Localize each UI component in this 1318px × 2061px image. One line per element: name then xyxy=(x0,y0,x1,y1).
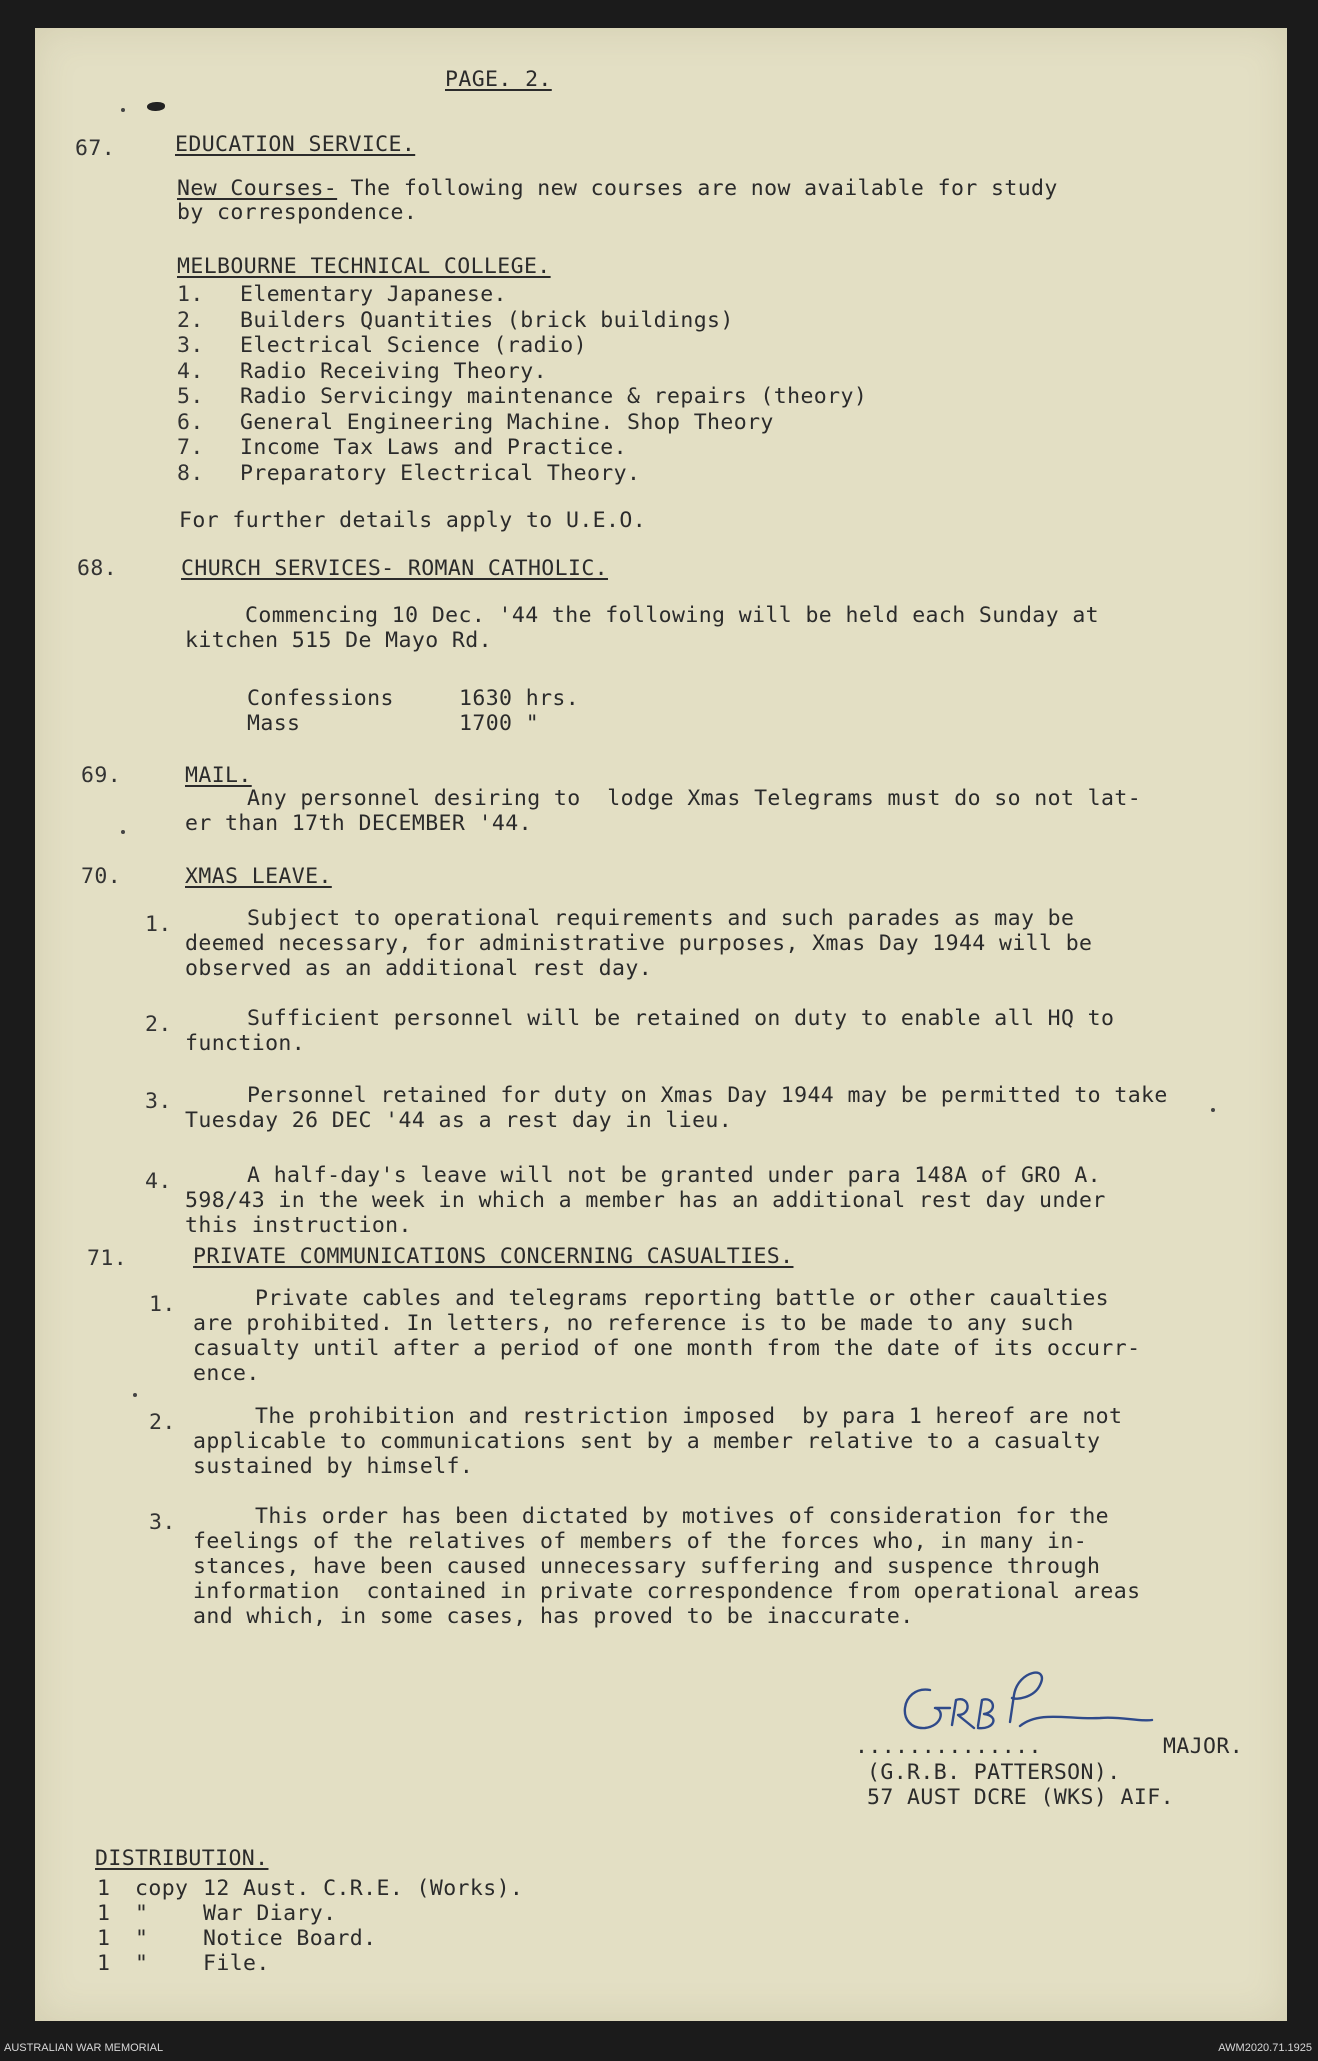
course-number: 5. xyxy=(177,384,204,409)
xmas-leave-item-line: Sufficient personnel will be retained on duty to enable all HQ to xyxy=(247,1006,1115,1031)
distribution-title: DISTRIBUTION. xyxy=(95,1846,269,1871)
casualty-item-line: sustained by himself. xyxy=(193,1454,474,1479)
casualty-item-line: applicable to communications sent by a member relative to a casualty xyxy=(193,1429,1101,1454)
paper-speck xyxy=(1211,1108,1215,1112)
section-67-further: For further details apply to U.E.O. xyxy=(179,508,647,533)
section-70-title: XMAS LEAVE. xyxy=(185,864,332,889)
distribution-count: 1 xyxy=(97,1901,111,1926)
distribution-count: 1 xyxy=(97,1926,111,1951)
distribution-recipient: 12 Aust. C.R.E. (Works). xyxy=(203,1876,524,1901)
section-67-title: EDUCATION SERVICE. xyxy=(175,132,416,157)
casualty-item-line: are prohibited. In letters, no reference is to be made to any such xyxy=(193,1311,1074,1336)
new-courses-label: New Courses- xyxy=(177,176,338,201)
section-71-title: PRIVATE COMMUNICATIONS CONCERNING CASUALTIES. xyxy=(193,1244,794,1269)
distribution-unit: copy xyxy=(135,1876,189,1901)
course-name: Income Tax Laws and Practice. xyxy=(240,435,627,460)
section-69-number: 69. xyxy=(81,763,122,788)
signatory-unit: 57 AUST DCRE (WKS) AIF. xyxy=(867,1785,1174,1810)
paper-speck xyxy=(121,830,125,834)
casualty-item-line: information contained in private correspondence from operational areas xyxy=(193,1579,1141,1604)
xmas-leave-item-number: 4. xyxy=(145,1169,172,1194)
distribution-recipient: Notice Board. xyxy=(203,1926,377,1951)
distribution-count: 1 xyxy=(97,1876,111,1901)
course-name: Electrical Science (radio) xyxy=(240,333,587,358)
course-number: 8. xyxy=(177,460,204,486)
xmas-leave-item-number: 2. xyxy=(145,1012,172,1037)
casualty-item-line: and which, in some cases, has proved to be inaccurate. xyxy=(193,1604,914,1629)
casualty-item-line: The prohibition and restriction imposed by para 1 hereof are not xyxy=(255,1404,1123,1429)
course-number: 3. xyxy=(177,333,204,358)
xmas-leave-item-number: 3. xyxy=(145,1089,172,1114)
xmas-leave-item-line: Personnel retained for duty on Xmas Day 1944 may be permitted to take xyxy=(247,1083,1168,1108)
signatory-name: (G.R.B. PATTERSON). xyxy=(867,1760,1121,1785)
casualty-item-line: stances, have been caused unnecessary suffering and suspence through xyxy=(193,1554,1101,1579)
xmas-leave-item-line: function. xyxy=(185,1031,306,1056)
page-header: PAGE. 2. xyxy=(445,67,552,92)
distribution-recipient: File. xyxy=(203,1951,270,1976)
course-name: Elementary Japanese. xyxy=(240,282,507,307)
casualty-item-line: feelings of the relatives of members of the forces who, in many in- xyxy=(193,1529,1088,1554)
course-name: General Engineering Machine. Shop Theory xyxy=(240,409,774,435)
ink-mark xyxy=(147,102,165,111)
casualty-item-line: ence. xyxy=(193,1361,260,1386)
section-67-number: 67. xyxy=(75,136,116,161)
casualty-item-line: Private cables and telegrams reporting battle or other caualties xyxy=(255,1286,1110,1311)
distribution-count: 1 xyxy=(97,1951,111,1976)
xmas-leave-item-line: Tuesday 26 DEC '44 as a rest day in lieu. xyxy=(185,1108,733,1133)
section-70-number: 70. xyxy=(81,864,122,889)
casualty-item-line: This order has been dictated by motives of consideration for the xyxy=(255,1504,1110,1529)
section-69-line2: er than 17th DECEMBER '44. xyxy=(185,811,532,836)
course-name: Radio Servicingy maintenance & repairs (theory) xyxy=(240,384,868,409)
course-name: Preparatory Electrical Theory. xyxy=(240,460,641,486)
paper-speck xyxy=(133,1393,137,1397)
course-number: 6. xyxy=(177,409,204,435)
schedule-label: Mass xyxy=(247,711,301,736)
xmas-leave-item-line: deemed necessary, for administrative purposes, Xmas Day 1944 will be xyxy=(185,931,1093,956)
course-number: 2. xyxy=(177,307,204,333)
xmas-leave-item-line: observed as an additional rest day. xyxy=(185,956,653,981)
section-68-line1: Commencing 10 Dec. '44 the following will be held each Sunday at xyxy=(245,603,1100,628)
distribution-unit: " xyxy=(135,1926,149,1951)
course-number: 1. xyxy=(177,282,204,307)
section-69-line1: Any personnel desiring to lodge Xmas Telegrams must do so not lat- xyxy=(247,786,1142,811)
casualty-item-line: casualty until after a period of one month from the date of its occurr- xyxy=(193,1336,1141,1361)
section-69-title: MAIL. xyxy=(185,763,252,788)
footer-right: AWM2020.71.1925 xyxy=(1218,2042,1312,2054)
footer-left: AUSTRALIAN WAR MEMORIAL xyxy=(4,2042,164,2054)
new-courses-intro: The following new courses are now available for study xyxy=(337,176,1058,201)
paper-speck xyxy=(121,108,125,112)
schedule-time: 1700 " xyxy=(459,711,540,736)
xmas-leave-item-line: Subject to operational requirements and such parades as may be xyxy=(247,906,1075,931)
section-67-intro-line2: by correspondence. xyxy=(177,200,418,225)
document-page xyxy=(35,28,1287,2021)
college-heading: MELBOURNE TECHNICAL COLLEGE. xyxy=(177,254,551,279)
signature-dots: .............. xyxy=(855,1734,1042,1759)
xmas-leave-item-line: this instruction. xyxy=(185,1213,412,1238)
section-68-title: CHURCH SERVICES- ROMAN CATHOLIC. xyxy=(181,556,609,581)
xmas-leave-item-line: A half-day's leave will not be granted under para 148A of GRO A. xyxy=(247,1163,1102,1188)
casualty-item-number: 2. xyxy=(149,1410,176,1435)
course-number: 7. xyxy=(177,435,204,460)
schedule-time: 1630 hrs. xyxy=(459,686,580,711)
distribution-unit: " xyxy=(135,1901,149,1926)
course-number: 4. xyxy=(177,358,204,384)
course-name: Radio Receiving Theory. xyxy=(240,358,547,384)
distribution-recipient: War Diary. xyxy=(203,1901,337,1926)
section-71-number: 71. xyxy=(87,1246,128,1271)
section-68-line2: kitchen 515 De Mayo Rd. xyxy=(185,628,492,653)
section-68-number: 68. xyxy=(77,556,118,581)
casualty-item-number: 1. xyxy=(149,1292,176,1317)
distribution-unit: " xyxy=(135,1951,149,1976)
section-67-intro xyxy=(177,176,1058,202)
signature-rank: MAJOR. xyxy=(1163,1734,1244,1759)
schedule-label: Confessions xyxy=(247,686,394,711)
xmas-leave-item-line: 598/43 in the week in which a member has an additional rest day under xyxy=(185,1188,1106,1213)
xmas-leave-item-number: 1. xyxy=(145,912,172,937)
casualty-item-number: 3. xyxy=(149,1510,176,1535)
course-name: Builders Quantities (brick buildings) xyxy=(240,307,734,333)
